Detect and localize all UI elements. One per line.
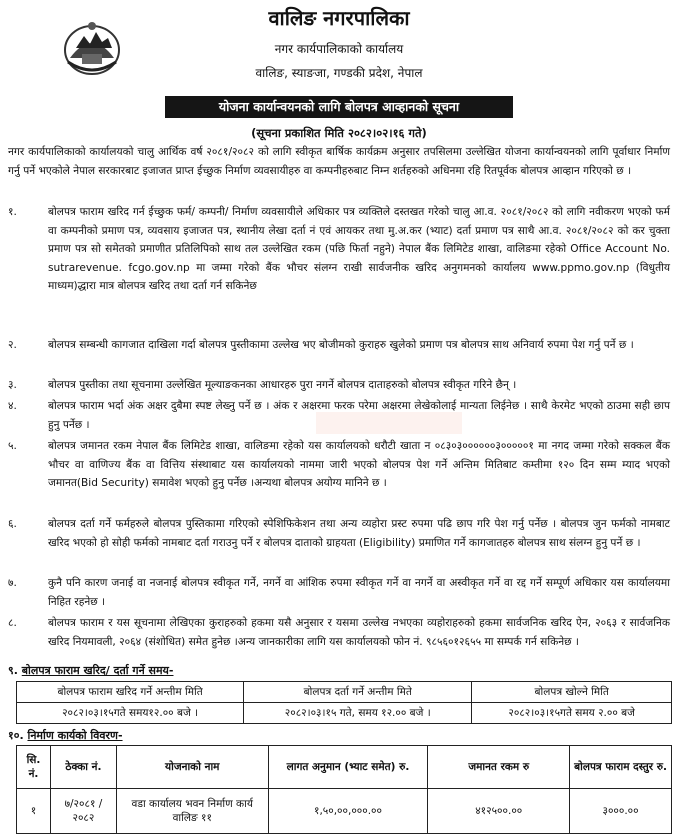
condition-text: बोलपत्र जमानत रकम नेपाल बैंक लिमिटेड शाखा, वालिङमा रहेको यस कार्यालयको धरौटी खाता न ०८३०३००००००३०००००१ मा नगद जम्मा गरेको सक्कल बैंक भौचर वा वाणिज्य बैंक वा वित्तिय संस्थाबाट यस कार्यालयको नाममा जारी भएको बोलपत्र पेश गर्ने अन्तिम मितिबाट कम्तीमा १२० दिन सम्म म्याद भएको जमानत(Bid Security) समावेश भएको हुनु पर्नेछ ।अन्यथा बोलपत्र अयोग्य मानिने छ । (48, 440, 670, 490)
table-cell: २०८२।०३।१५गते समय २.०० बजे (472, 703, 672, 724)
condition-item (8, 515, 670, 571)
condition-item (8, 376, 670, 394)
table-header-cell: बोलपत्र खोल्ने मिति (472, 682, 672, 703)
section-number: ९. (8, 664, 18, 677)
table-header-row (17, 682, 672, 703)
condition-text: बोलपत्र सम्बन्धी कागजात दाखिला गर्दा बोलपत्र पुस्तीकामा उल्लेख भए बोजीमको कुराहरु खुलेको प्रमाण पत्र बोलपत्र साथ अनिवार्य रुपमा पेश गर्नु पर्ने छ । (48, 339, 634, 351)
table-cell: २०८२।०३।१५गते समय१२.०० बजे । (17, 703, 244, 724)
section-title: निर्माण कार्यको विवरण- (27, 729, 123, 742)
condition-number: ५. (8, 440, 17, 452)
section-9-heading (8, 663, 173, 678)
table-cell: वडा कार्यालय भवन निर्माण कार्य वालिङ ११ (116, 789, 268, 834)
table-cell: ४१२५००.०० (428, 789, 570, 834)
condition-number: १. (8, 206, 17, 218)
table-header-cell: सि. नं. (17, 746, 51, 789)
bid-schedule-table (16, 681, 672, 724)
table-header-cell: लागत अनुमान (भ्याट समेत) रु. (268, 746, 428, 789)
condition-text: कुनै पनि कारण जनाई वा नजनाई बोलपत्र स्वीकृत गर्ने, नगर्ने वा आंशिक रुपमा स्वीकृत गर्ने वा नगर्ने वा अस्वीकृत गर्ने वा रद्द गर्ने सम्पूर्ण अधिकार यस कार्यालयमा निहित रहनेछ । (48, 577, 670, 608)
condition-number: ६. (8, 518, 17, 530)
condition-text: बोलपत्र दर्ता गर्ने फर्महरुले बोलपत्र पुस्तिकामा गरिएको स्पेशिफिकेशन तथा अन्य व्यहोरा प्रस्ट रुपमा पढि छाप गरि पेश गर्नु पर्नेछ । बोलपत्र जुन फर्मको नामबाट खरिद भएको हो सोही फर्मको नामबाट दर्ता गराउनु पर्ने र बोलपत्र दाताको ग्राहयता (Eligibility) प्रमाणित गर्ने कागजातहरु बोलपत्र साथ संलग्न हुनु पर्ने छ । (48, 518, 670, 549)
table-header-row (17, 746, 672, 789)
office-address: वालिङ, स्याङजा, गण्डकी प्रदेश, नेपाल (255, 66, 423, 80)
table-row (17, 789, 672, 834)
notice-banner: योजना कार्यान्वयनको लागि बोलपत्र आव्हानको सूचना (165, 96, 513, 118)
condition-text: बोलपत्र पुस्तीका तथा सूचनामा उल्लेखित मूल्याङकनका आधारहरु पुरा नगर्ने बोलपत्र दाताहरुको बोलपत्र स्वीकृत गरिने छैन् । (48, 379, 517, 391)
condition-item (8, 336, 670, 373)
condition-item (8, 397, 670, 434)
section-number: १०. (8, 729, 24, 742)
condition-text: बोलपत्र फाराम खरिद गर्न ईच्छुक फर्म/ कम्पनी/ निर्माण व्यवसायीले अधिकार पत्र व्यक्तिले दस्तखत गरेको चालु आ.व. २०८१/२०८२ को लागि नवीकरण भएको फर्म वा कम्पनीको प्रमाण पत्र, व्यवसाय इजाजत पत्र, स्थानीय लेखा दर्ता नं एवं आयकर तथा मु.अ.कर (भ्याट) दर्ता प्रमाण पत्र साथै आ.व. २०८१/२०८२ को कर चुक्ता प्रमाण पत्र सो समेतको प्रमाणीत प्रतिलिपिको साथ तल उल्लेखित रकम (पछि फिर्ता नहुने) नेपाल बैंक लिमिटेड शाखा, वालिङमा रहेको Office Account No. sutrarevenue. fcgo.gov.np मा जम्मा गरेको बैंक भौचर संलग्न राखी सार्वजनीक खरिद अनुगमनको कार्यालय www.ppmo.gov.np (विधुतीय माध्यम)द्धारा मात्र बोलपत्र खरिद तथा दर्ता गर्न सकिनेछ (48, 206, 670, 293)
section-10-heading (8, 728, 123, 743)
condition-number: २. (8, 339, 17, 351)
table-cell: २०८२।०३।१५ गते, समय १२.०० बजे । (244, 703, 472, 724)
publish-date: (सूचना प्रकाशित मिति २०८२।०२।१६ गते) (251, 126, 427, 140)
condition-item (8, 574, 670, 611)
table-cell: १ (17, 789, 51, 834)
condition-text: बोलपत्र फाराम र यस सूचनामा लेखिएका कुराहरुको हकमा यसै अनुसार र यसमा उल्लेख नभएका व्यहोराहरुको हकमा सार्वजनिक खरिद ऐन, २०६३ र सार्वजनिक खरिद नियमावली, २०६४ (संशोधित) समेत हुनेछ ।अन्य जानकारीका लागि यस कार्यालयको फोन नं. ९८५६०१२६५५ मा सम्पर्क गर्न सकिनेछ । (48, 617, 670, 648)
table-row (17, 703, 672, 724)
table-cell: १,५०,००,०००.०० (268, 789, 428, 834)
intro-paragraph: नगर कार्यपालिकाको कार्यालयको चालु आर्थिक वर्ष २०८१/२०८२ को लागि स्वीकृत बार्षिक कार्यक्रम अनुसार तपसिलमा उल्लेखित योजना कार्यान्वयनको लागि पूर्वाधार निर्माण गर्नु पर्ने भएकोले नेपाल सरकारबाट इजाजत प्राप्त ईच्छुक निर्माण व्यवसायीहरु वा कम्पनीहरुबाट निम्न शर्तहरुको अधिनमा रहि रितपूर्वक बोलपत्र आव्हान गरिएको छ । (8, 146, 670, 177)
municipality-title: वालिङ नगरपालिका (268, 6, 410, 30)
condition-number: ८. (8, 617, 17, 629)
table-cell: ३०००.०० (570, 789, 672, 834)
condition-number: ३. (8, 379, 17, 391)
table-header-cell: ठेक्का नं. (50, 746, 116, 789)
condition-number: ७. (8, 577, 17, 589)
conditions-list (8, 203, 670, 673)
condition-number: ४. (8, 400, 17, 412)
section-title: बोलपत्र फाराम खरिद/ दर्ता गर्ने समय- (21, 664, 174, 677)
table-header-cell: बोलपत्र फाराम दस्तुर रु. (570, 746, 672, 789)
office-name: नगर कार्यपालिकाको कार्यालय (274, 42, 404, 56)
letterhead (0, 0, 678, 92)
condition-item (8, 203, 670, 333)
works-table (16, 745, 672, 834)
table-header-cell: जमानत रकम रु (428, 746, 570, 789)
condition-item (8, 614, 670, 670)
table-cell: ७/२०८१ /२०८२ (50, 789, 116, 834)
table-header-cell: बोलपत्र फाराम खरिद गर्ने अन्तीम मिति (17, 682, 244, 703)
table-header-cell: योजनाको नाम (116, 746, 268, 789)
condition-text: बोलपत्र फाराम भर्दा अंक अक्षर दुबैमा स्पष्ट लेख्नु पर्ने छ । अंक र अक्षरमा फरक परेमा अक्षरमा लेखेकोलाई मान्यता लिईनेछ । साथै केरमेट भएको ठाउमा सही छाप हुनु पर्नेछ । (48, 400, 670, 431)
table-header-cell: बोलपत्र दर्ता गर्ने अन्तीम मिते (244, 682, 472, 703)
condition-item (8, 437, 670, 512)
